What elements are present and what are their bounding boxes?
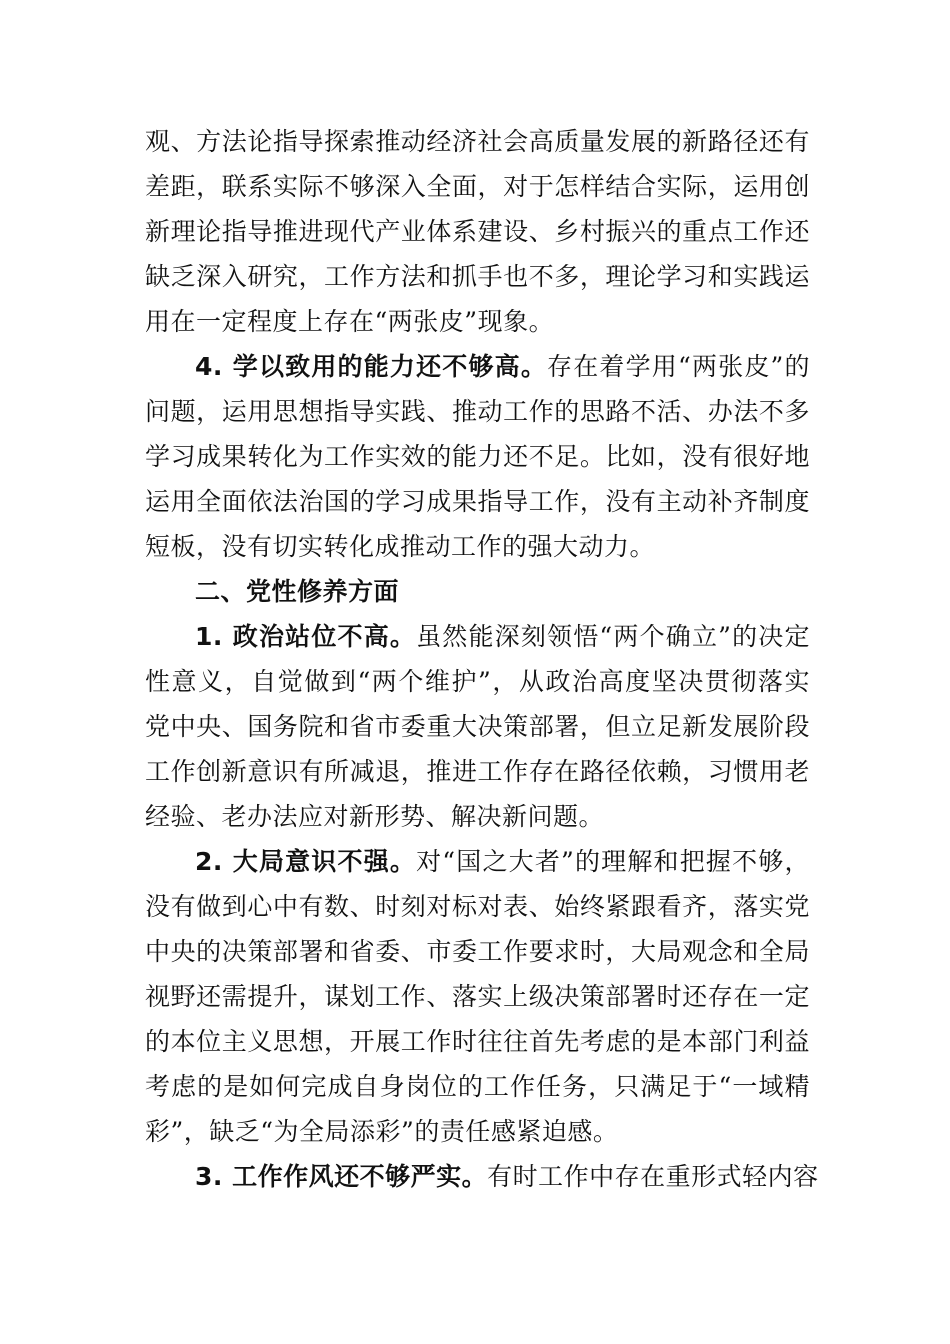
paragraph-line: 工作创新意识有所减退，推进工作存在路径依赖，习惯用老	[145, 757, 810, 786]
paragraph-line: 问题，运用思想指导实践、推动工作的思路不活、办法不多	[145, 397, 810, 426]
paragraph-line: 差距，联系实际不够深入全面，对于怎样结合实际，运用创	[145, 172, 810, 201]
paragraph-line: 运用全面依法治国的学习成果指导工作，没有主动补齐制度	[145, 487, 810, 516]
paragraph-text: 虽然能深刻领悟“两个确立”的决定	[416, 622, 810, 651]
paragraph-lead: 4. 学以致用的能力还不够高。	[195, 352, 548, 381]
paragraph-line: 短板，没有切实转化成推动工作的强大动力。	[145, 532, 656, 561]
paragraph-first-line	[195, 839, 810, 885]
paragraph-text: 有时工作中存在重形式轻内容	[487, 1162, 819, 1191]
paragraph-lead: 2. 大局意识不强。	[195, 847, 417, 876]
paragraph-first-line	[195, 1154, 819, 1200]
paragraph-line: 党中央、国务院和省市委重大决策部署，但立足新发展阶段	[145, 712, 810, 741]
paragraph-line: 性意义，自觉做到“两个维护”，从政治高度坚决贯彻落实	[145, 667, 810, 696]
paragraph-line: 新理论指导推进现代产业体系建设、乡村振兴的重点工作还	[145, 217, 810, 246]
paragraph-lead: 1. 政治站位不高。	[195, 622, 417, 651]
paragraph-text: 对“国之大者”的理解和把握不够，	[416, 847, 810, 876]
paragraph-first-line	[195, 344, 810, 390]
paragraph-line: 中央的决策部署和省委、市委工作要求时，大局观念和全局	[145, 937, 810, 966]
paragraph-lead: 3. 工作作风还不够严实。	[195, 1162, 488, 1191]
paragraph-line: 视野还需提升，谋划工作、落实上级决策部署时还存在一定	[145, 982, 810, 1011]
paragraph-line: 的本位主义思想，开展工作时往往首先考虑的是本部门利益	[145, 1027, 810, 1056]
paragraph-line: 考虑的是如何完成自身岗位的工作任务，只满足于“一域精	[145, 1072, 810, 1101]
paragraph-line: 观、方法论指导探索推动经济社会高质量发展的新路径还有	[145, 127, 810, 156]
paragraph-line: 没有做到心中有数、时刻对标对表、始终紧跟看齐，落实党	[145, 892, 810, 921]
paragraph-line: 经验、老办法应对新形势、解决新问题。	[145, 802, 605, 831]
paragraph-first-line	[195, 614, 810, 660]
paragraph-line: 用在一定程度上存在“两张皮”现象。	[145, 307, 555, 336]
paragraph-line: 缺乏深入研究，工作方法和抓手也不多，理论学习和实践运	[145, 262, 810, 291]
section-heading: 二、党性修养方面	[195, 577, 400, 606]
paragraph-line: 彩”，缺乏“为全局添彩”的责任感紧迫感。	[145, 1117, 619, 1146]
paragraph-line: 学习成果转化为工作实效的能力还不足。比如，没有很好地	[145, 442, 810, 471]
paragraph-text: 存在着学用“两张皮”的	[547, 352, 810, 381]
